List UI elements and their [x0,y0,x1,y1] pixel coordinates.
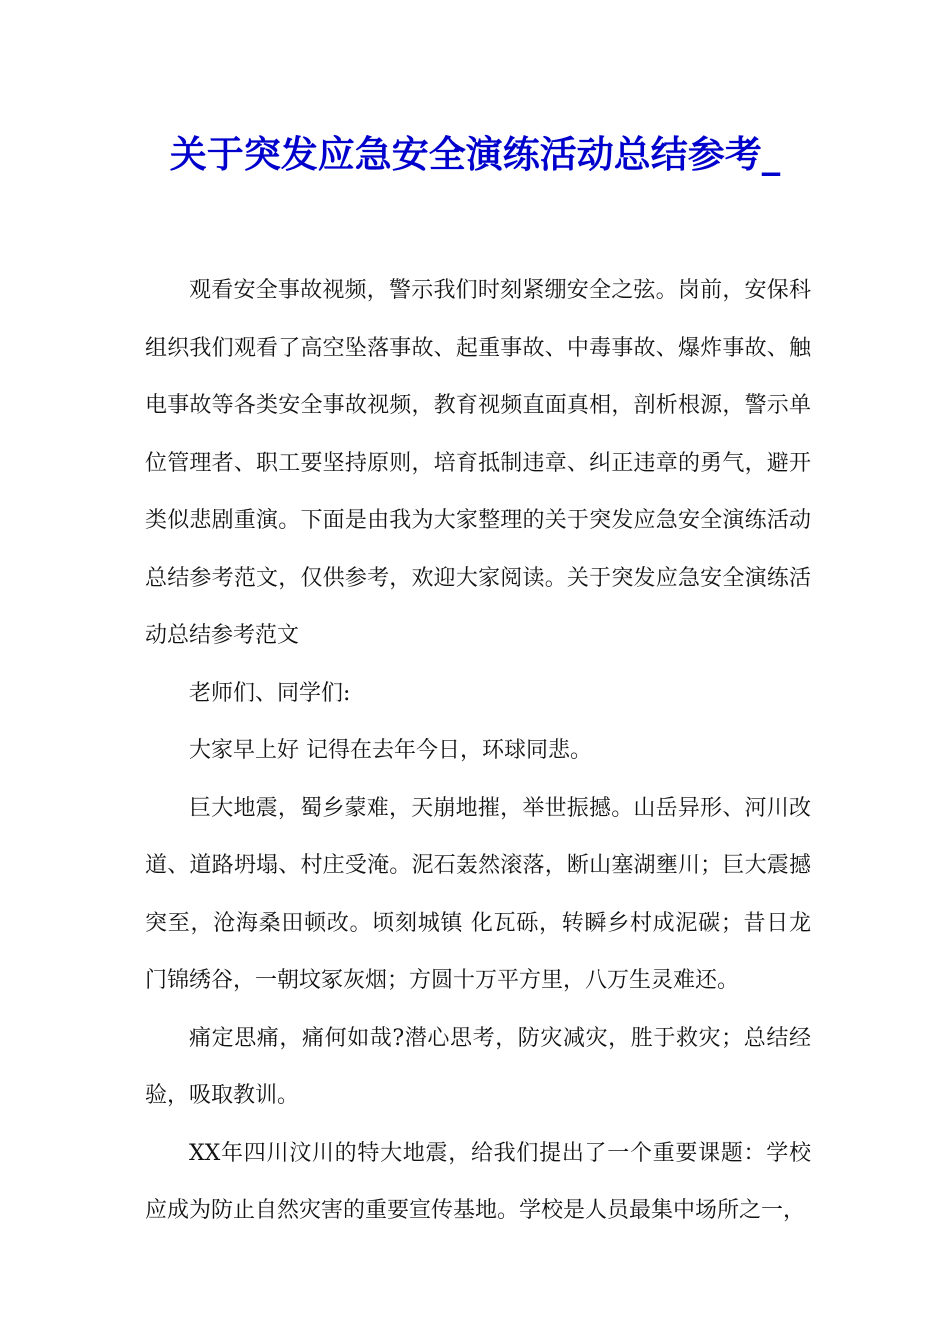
paragraph-earthquake: 巨大地震，蜀乡蒙难，天崩地摧，举世振撼。山岳异形、河川改道、道路坍塌、村庄受淹。泥石轰然滚落，断山塞湖壅川；巨大震撼突至，沧海桑田顿改。顷刻城镇 化瓦砾，转瞬乡村成泥碳；昔日龙门锦绣谷，一朝坟冢灰烟；方圆十万平方里，八万生灵难还。 [145,795,811,993]
document-body [145,262,811,1240]
paragraph-reflection: 痛定思痛，痛何如哉?潜心思考，防灾减灾，胜于救灾；总结经验，吸取教训。 [145,1025,811,1108]
paragraph-greeting: 老师们、同学们: [189,680,351,706]
paragraph-opening: 大家早上好 记得在去年今日，环球同悲。 [189,738,592,763]
paragraph-intro: 观看安全事故视频，警示我们时刻紧绷安全之弦。岗前，安保科组织我们观看了高空坠落事故、起重事故、中毒事故、爆炸事故、触电事故等各类安全事故视频，教育视频直面真相，剖析根源，警示单位管理者、职工要坚持原则，培育抵制违章、纠正违章的勇气，避开类似悲剧重演。下面是由我为大家整理的关于突发应急安全演练活动总结参考范文，仅供参考，欢迎大家阅读。关于突发应急安全演练活动总结参考范文 [145,278,811,648]
paragraph-school: XX年四川汶川的特大地震，给我们提出了一个重要课题：学校应成为防止自然灾害的重要宣传基地。学校是人员最集中场所之一， [145,1140,811,1223]
document-title: 关于突发应急安全演练活动总结参考_ [169,132,781,176]
